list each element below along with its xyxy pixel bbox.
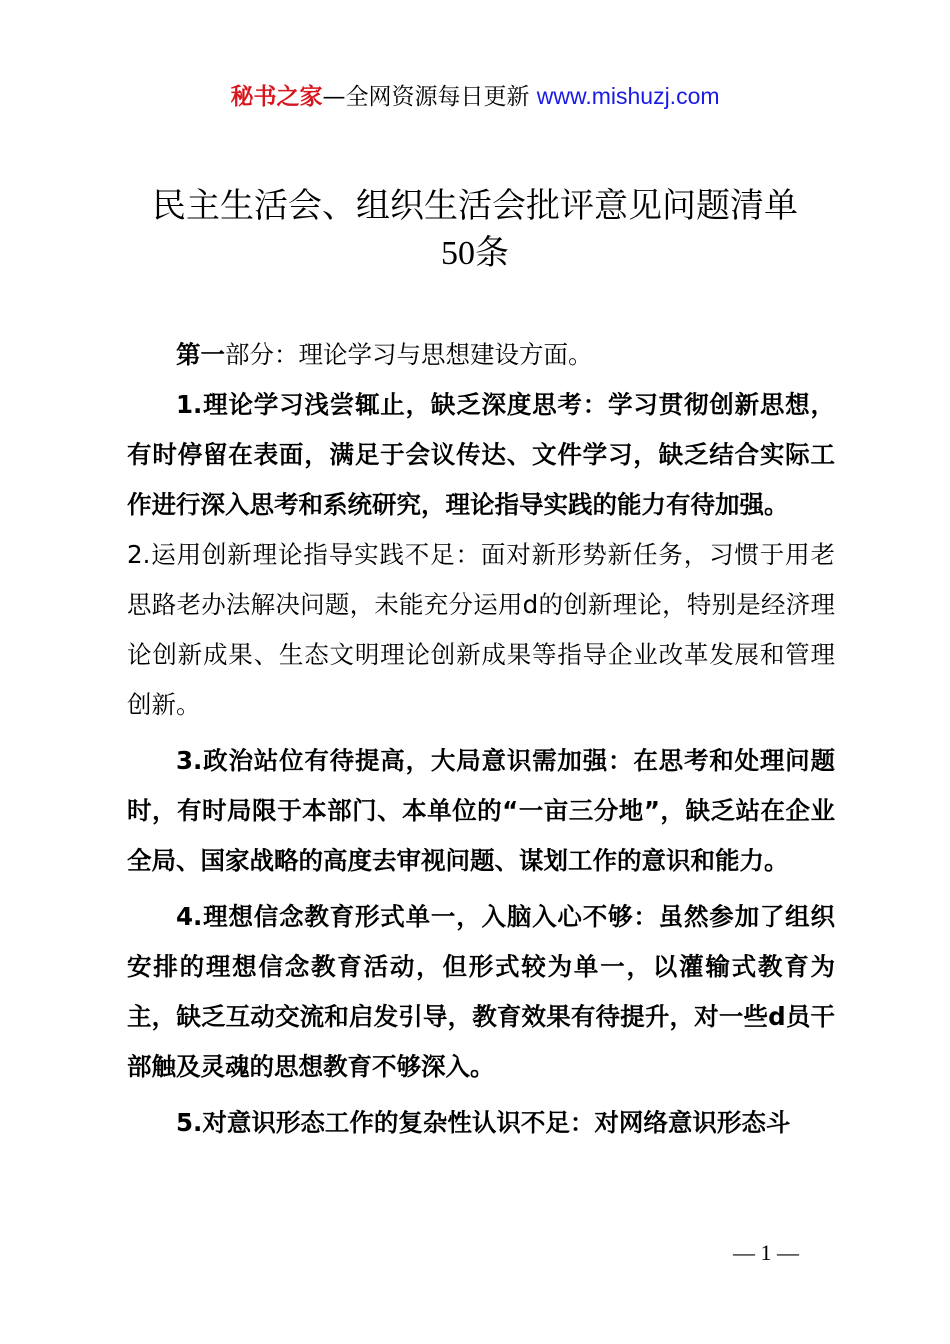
brand-name: 秘书之家: [230, 84, 323, 110]
list-item-4: 4.理想信念教育形式单一，入脑入心不够：虽然参加了组织安排的理想信念教育活动，但形式较为单一，以灌输式教育为主，缺乏互动交流和启发引导，教育效果有待提升，对一些d员干部触及灵魂的思想教育不够深入。: [127, 902, 835, 1081]
list-item-2: 2.运用创新理论指导实践不足：面对新形势新任务，习惯于用老思路老办法解决问题，未能充分运用d的创新理论，特别是经济理论创新成果、生态文明理论创新成果等指导企业改革发展和管理创新。: [127, 540, 835, 719]
section-heading-text: 部分：理论学习与思想建设方面。: [225, 340, 593, 369]
section-heading-lead: 第一: [176, 340, 225, 369]
document-body: [127, 330, 835, 1148]
document-title: [60, 182, 890, 278]
site-url-link[interactable]: www.mishuzj.com: [536, 83, 720, 109]
header-tagline: —全网资源每日更新: [322, 84, 537, 110]
section-heading: [127, 330, 835, 380]
title-line-2: 50条: [441, 235, 509, 272]
list-item-1: 1.理论学习浅尝辄止，缺乏深度思考：学习贯彻创新思想，有时停留在表面，满足于会议传达、文件学习，缺乏结合实际工作进行深入思考和系统研究，理论指导实践的能力有待加强。: [127, 390, 835, 519]
list-item-5: 5.对意识形态工作的复杂性认识不足：对网络意识形态斗: [176, 1108, 791, 1137]
title-line-1: 民主生活会、组织生活会批评意见问题清单: [152, 186, 798, 226]
list-item-3: 3.政治站位有待提高，大局意识需加强：在思考和处理问题时，有时局限于本部门、本单位的“一亩三分地”，缺乏站在企业全局、国家战略的高度去审视问题、谋划工作的意识和能力。: [127, 746, 835, 875]
page-number: — 1 —: [733, 1240, 799, 1265]
site-header: [0, 80, 950, 113]
